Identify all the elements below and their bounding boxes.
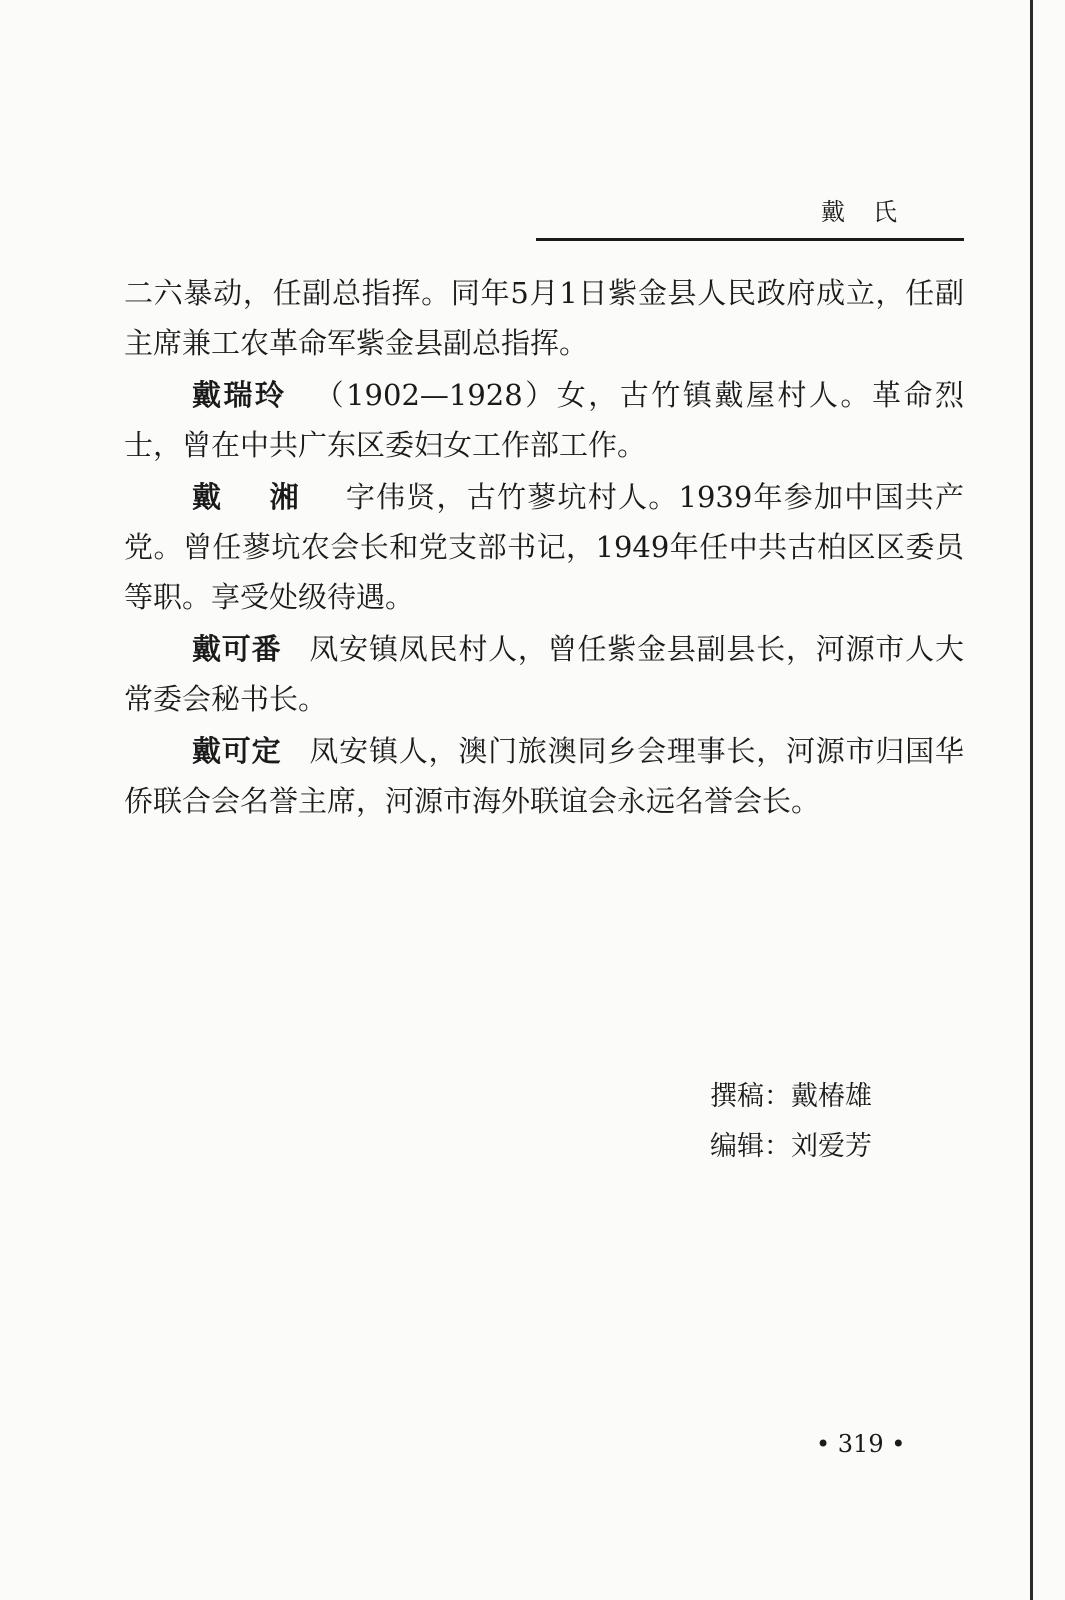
entry-dai-keding (124, 726, 964, 826)
entry-name: 戴可定 (192, 734, 282, 768)
entry-text: 凤安镇人，澳门旅澳同乡会理事长，河源市归国华侨联合会名誉主席，河源市海外联谊会永远名誉会长。 (124, 734, 964, 818)
entry-name: 戴瑞玲 (192, 378, 287, 412)
author-credit: 撰稿：戴椿雄 (710, 1081, 872, 1112)
page-edge-line (1030, 0, 1033, 1600)
entry-text: 字伟贤，古竹蓼坑村人。1939年参加中国共产党。曾任蓼坑农会长和党支部书记，1949年任中共古柏区区委员等职。享受处级待遇。 (124, 480, 964, 614)
paragraph-continuation: 二六暴动，任副总指挥。同年5月1日紫金县人民政府成立，任副主席兼工农革命军紫金县副总指挥。 (124, 276, 964, 360)
entry-dai-xiang (124, 472, 964, 622)
entry-name: 戴 湘 (192, 480, 318, 514)
entry-dai-ruiling (124, 370, 964, 470)
entry-dai-kefan (124, 624, 964, 724)
running-header-title: 戴氏 (821, 198, 925, 226)
header-rule (536, 238, 964, 241)
entry-name: 戴可番 (192, 632, 282, 666)
credits (710, 1072, 872, 1172)
editor-credit: 编辑：刘爱芳 (710, 1131, 872, 1162)
page-number: • 319 • (816, 1430, 906, 1458)
entry-text: （1902—1928）女，古竹镇戴屋村人。革命烈士，曾在中共广东区委妇女工作部工作。 (124, 378, 964, 462)
entry-text: 凤安镇凤民村人，曾任紫金县副县长，河源市人大常委会秘书长。 (124, 632, 964, 716)
body-text (124, 268, 964, 828)
